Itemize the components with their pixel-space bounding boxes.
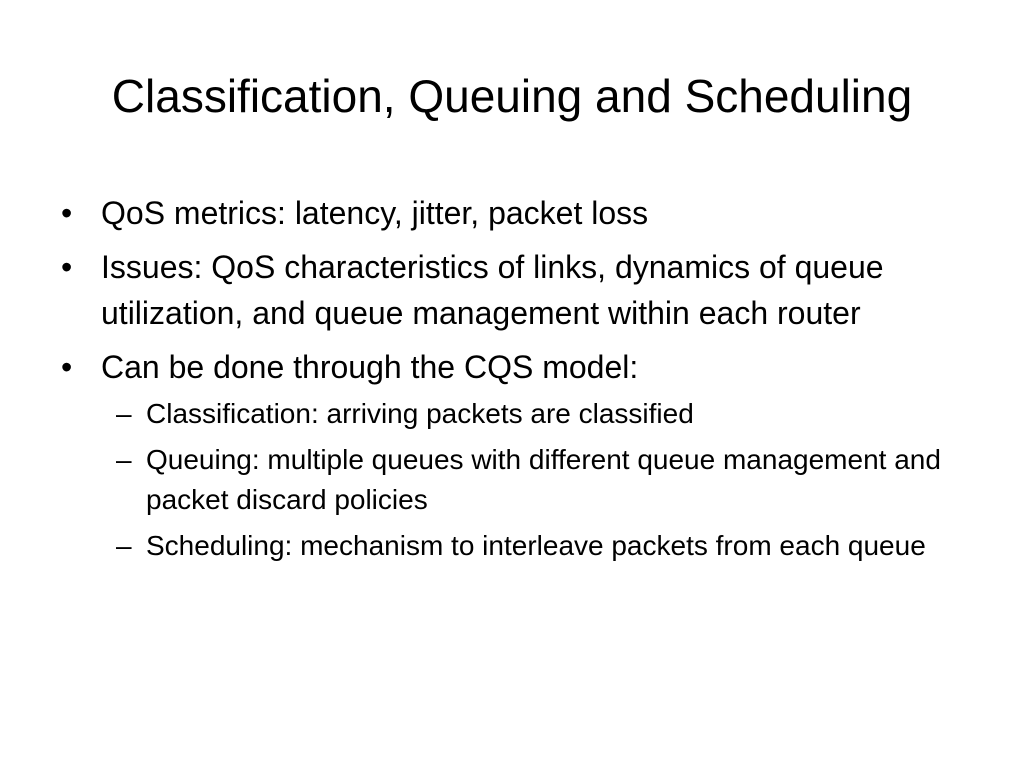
bullet-text: Can be done through the CQS model:	[101, 349, 639, 385]
bullet-item	[58, 244, 978, 336]
sub-bullet-list	[101, 394, 978, 566]
sub-bullet-text: Queuing: multiple queues with different queue management and packet discard policies	[146, 444, 941, 515]
bullet-text: Issues: QoS characteristics of links, dynamics of queue utilization, and queue management within each router	[101, 249, 884, 331]
bullet-marker: •	[61, 349, 73, 385]
bullet-marker: •	[61, 195, 73, 231]
dash-marker: –	[116, 530, 132, 561]
bullet-item	[58, 190, 978, 236]
dash-marker: –	[116, 398, 132, 429]
bullet-marker: •	[61, 249, 73, 285]
bullet-text: QoS metrics: latency, jitter, packet loss	[101, 195, 649, 231]
slide-title: Classification, Queuing and Scheduling	[111, 70, 913, 122]
bullet-item	[58, 344, 978, 566]
slide-body	[58, 190, 978, 574]
sub-bullet-text: Classification: arriving packets are classified	[146, 398, 694, 429]
sub-bullet-item	[58, 526, 978, 566]
sub-bullet-item	[58, 440, 978, 520]
sub-bullet-item	[58, 394, 978, 434]
dash-marker: –	[116, 444, 132, 475]
sub-bullet-text: Scheduling: mechanism to interleave packets from each queue	[146, 530, 926, 561]
